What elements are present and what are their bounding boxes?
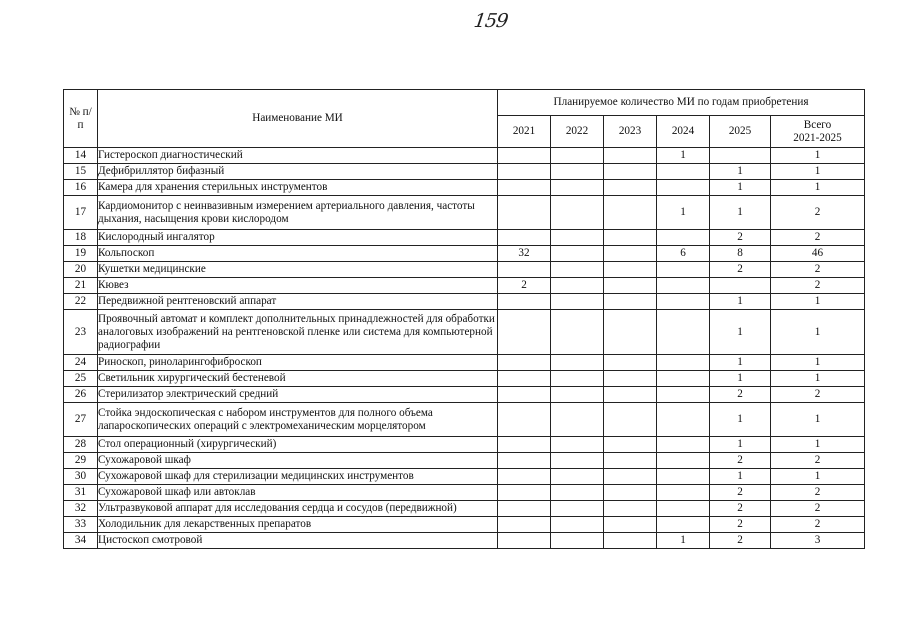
row-name: Кислородный ингалятор <box>98 230 498 246</box>
row-y2024 <box>657 310 710 355</box>
row-name: Кушетки медицинские <box>98 262 498 278</box>
table-row <box>64 278 865 294</box>
row-number: 29 <box>64 453 98 469</box>
header-total <box>771 116 865 148</box>
row-y2022 <box>551 180 604 196</box>
row-y2023 <box>604 403 657 437</box>
table-row <box>64 246 865 262</box>
row-y2025: 2 <box>710 453 771 469</box>
row-number: 14 <box>64 148 98 164</box>
row-total: 1 <box>771 403 865 437</box>
table-row <box>64 517 865 533</box>
row-y2023 <box>604 294 657 310</box>
row-y2023 <box>604 278 657 294</box>
table-body <box>64 148 865 549</box>
row-y2025 <box>710 148 771 164</box>
row-y2021 <box>498 230 551 246</box>
row-y2025: 2 <box>710 230 771 246</box>
row-y2022 <box>551 517 604 533</box>
row-y2022 <box>551 485 604 501</box>
row-number: 18 <box>64 230 98 246</box>
row-y2021 <box>498 453 551 469</box>
row-y2021 <box>498 294 551 310</box>
row-y2022 <box>551 164 604 180</box>
row-name: Стерилизатор электрический средний <box>98 387 498 403</box>
row-name: Риноскоп, риноларингофиброскоп <box>98 355 498 371</box>
row-number: 19 <box>64 246 98 262</box>
row-total: 1 <box>771 371 865 387</box>
table-row <box>64 148 865 164</box>
row-y2022 <box>551 437 604 453</box>
row-y2024 <box>657 371 710 387</box>
row-y2022 <box>551 453 604 469</box>
row-y2025: 1 <box>710 403 771 437</box>
row-y2023 <box>604 485 657 501</box>
row-total: 1 <box>771 180 865 196</box>
table-row <box>64 371 865 387</box>
table-row <box>64 310 865 355</box>
row-number: 27 <box>64 403 98 437</box>
row-total: 2 <box>771 485 865 501</box>
row-number: 22 <box>64 294 98 310</box>
row-y2023 <box>604 310 657 355</box>
row-number: 34 <box>64 533 98 549</box>
equipment-table <box>63 89 865 549</box>
header-year-2025: 2025 <box>710 116 771 148</box>
row-number: 23 <box>64 310 98 355</box>
row-y2023 <box>604 230 657 246</box>
row-y2025: 1 <box>710 355 771 371</box>
row-number: 26 <box>64 387 98 403</box>
row-total: 1 <box>771 310 865 355</box>
row-y2024 <box>657 230 710 246</box>
row-name: Кювез <box>98 278 498 294</box>
row-total: 1 <box>771 164 865 180</box>
row-y2025: 1 <box>710 294 771 310</box>
row-y2025: 1 <box>710 371 771 387</box>
row-y2024 <box>657 437 710 453</box>
row-y2021 <box>498 485 551 501</box>
header-num <box>64 90 98 148</box>
row-total: 1 <box>771 437 865 453</box>
row-total: 2 <box>771 517 865 533</box>
row-number: 24 <box>64 355 98 371</box>
row-y2021 <box>498 310 551 355</box>
row-y2021 <box>498 164 551 180</box>
header-num-label: № п/п <box>69 105 92 131</box>
row-y2025 <box>710 278 771 294</box>
row-name: Ультразвуковой аппарат для исследования сердца и сосудов (передвижной) <box>98 501 498 517</box>
row-name: Светильник хирургический бестеневой <box>98 371 498 387</box>
row-name: Сухожаровой шкаф для стерилизации медицинских инструментов <box>98 469 498 485</box>
row-total: 1 <box>771 469 865 485</box>
row-y2022 <box>551 355 604 371</box>
row-y2023 <box>604 246 657 262</box>
row-y2021 <box>498 148 551 164</box>
row-total: 2 <box>771 387 865 403</box>
table-row <box>64 403 865 437</box>
row-y2022 <box>551 196 604 230</box>
row-y2022 <box>551 278 604 294</box>
row-total: 3 <box>771 533 865 549</box>
row-number: 33 <box>64 517 98 533</box>
row-total: 2 <box>771 230 865 246</box>
table-row <box>64 355 865 371</box>
table-row <box>64 294 865 310</box>
row-y2024 <box>657 469 710 485</box>
row-number: 28 <box>64 437 98 453</box>
row-y2021 <box>498 180 551 196</box>
row-y2022 <box>551 403 604 437</box>
row-name: Сухожаровой шкаф или автоклав <box>98 485 498 501</box>
row-number: 15 <box>64 164 98 180</box>
row-y2023 <box>604 517 657 533</box>
row-y2024 <box>657 180 710 196</box>
table-row <box>64 387 865 403</box>
row-y2024 <box>657 262 710 278</box>
header-name: Наименование МИ <box>98 90 498 148</box>
row-y2024 <box>657 278 710 294</box>
row-y2024: 1 <box>657 533 710 549</box>
table-row <box>64 501 865 517</box>
row-name: Гистероскоп диагностический <box>98 148 498 164</box>
table-row <box>64 196 865 230</box>
row-y2023 <box>604 387 657 403</box>
row-y2025: 2 <box>710 485 771 501</box>
header-year-2022: 2022 <box>551 116 604 148</box>
row-y2021: 32 <box>498 246 551 262</box>
row-y2021 <box>498 196 551 230</box>
row-y2025: 2 <box>710 501 771 517</box>
row-y2024 <box>657 403 710 437</box>
table-row <box>64 469 865 485</box>
row-y2022 <box>551 230 604 246</box>
row-y2025: 1 <box>710 196 771 230</box>
row-total: 1 <box>771 355 865 371</box>
row-y2023 <box>604 501 657 517</box>
row-number: 30 <box>64 469 98 485</box>
row-y2021 <box>498 403 551 437</box>
row-y2023 <box>604 371 657 387</box>
page-number: 159 <box>472 10 509 32</box>
table-row <box>64 164 865 180</box>
table-row <box>64 485 865 501</box>
header-planned: Планируемое количество МИ по годам приобретения <box>498 90 865 116</box>
row-y2025: 1 <box>710 310 771 355</box>
row-y2024 <box>657 294 710 310</box>
row-y2023 <box>604 469 657 485</box>
row-total: 1 <box>771 294 865 310</box>
header-total-line1: Всего <box>803 118 832 131</box>
row-number: 20 <box>64 262 98 278</box>
row-y2025: 1 <box>710 437 771 453</box>
table-row <box>64 262 865 278</box>
row-y2022 <box>551 387 604 403</box>
header-year-2024: 2024 <box>657 116 710 148</box>
row-number: 31 <box>64 485 98 501</box>
row-y2023 <box>604 148 657 164</box>
row-total: 2 <box>771 196 865 230</box>
row-y2024 <box>657 453 710 469</box>
row-y2024: 1 <box>657 148 710 164</box>
row-y2023 <box>604 262 657 278</box>
row-y2024 <box>657 355 710 371</box>
row-y2022 <box>551 501 604 517</box>
row-name: Дефибриллятор бифазный <box>98 164 498 180</box>
row-y2023 <box>604 180 657 196</box>
row-y2021 <box>498 371 551 387</box>
row-y2021 <box>498 517 551 533</box>
row-y2023 <box>604 533 657 549</box>
table-row <box>64 533 865 549</box>
row-y2021 <box>498 355 551 371</box>
row-y2025: 1 <box>710 469 771 485</box>
header-total-line2: 2021-2025 <box>793 131 842 144</box>
row-y2025: 2 <box>710 387 771 403</box>
table-row <box>64 453 865 469</box>
row-name: Холодильник для лекарственных препаратов <box>98 517 498 533</box>
row-y2022 <box>551 262 604 278</box>
row-y2021 <box>498 469 551 485</box>
row-y2022 <box>551 469 604 485</box>
row-total: 2 <box>771 453 865 469</box>
row-y2024: 6 <box>657 246 710 262</box>
header-year-2021: 2021 <box>498 116 551 148</box>
row-y2025: 2 <box>710 262 771 278</box>
row-y2022 <box>551 148 604 164</box>
row-y2022 <box>551 294 604 310</box>
row-total: 46 <box>771 246 865 262</box>
header-year-2023: 2023 <box>604 116 657 148</box>
row-number: 25 <box>64 371 98 387</box>
row-y2024 <box>657 501 710 517</box>
row-y2024 <box>657 485 710 501</box>
row-number: 16 <box>64 180 98 196</box>
table-row <box>64 230 865 246</box>
row-y2021 <box>498 533 551 549</box>
table-row <box>64 180 865 196</box>
row-y2021 <box>498 501 551 517</box>
row-y2022 <box>551 533 604 549</box>
row-y2025: 2 <box>710 517 771 533</box>
row-y2021 <box>498 437 551 453</box>
row-name: Цистоскоп смотровой <box>98 533 498 549</box>
row-y2023 <box>604 437 657 453</box>
row-y2025: 1 <box>710 180 771 196</box>
row-y2021: 2 <box>498 278 551 294</box>
row-y2024 <box>657 387 710 403</box>
row-y2025: 8 <box>710 246 771 262</box>
row-y2021 <box>498 387 551 403</box>
row-y2025: 2 <box>710 533 771 549</box>
row-number: 21 <box>64 278 98 294</box>
row-total: 1 <box>771 148 865 164</box>
row-name: Передвижной рентгеновский аппарат <box>98 294 498 310</box>
row-total: 2 <box>771 501 865 517</box>
row-name: Кольпоскоп <box>98 246 498 262</box>
row-y2025: 1 <box>710 164 771 180</box>
row-name: Стойка эндоскопическая с набором инструментов для полного объема лапароскопических операций с электромеханическим морцелятором <box>98 403 498 437</box>
row-y2022 <box>551 310 604 355</box>
row-y2023 <box>604 164 657 180</box>
row-y2023 <box>604 355 657 371</box>
row-total: 2 <box>771 262 865 278</box>
row-name: Проявочный автомат и комплект дополнительных принадлежностей для обработки аналоговых изображений на рентгеновской пленке или система для компьютерной радиографии <box>98 310 498 355</box>
row-name: Стол операционный (хирургический) <box>98 437 498 453</box>
table-row <box>64 437 865 453</box>
row-y2022 <box>551 371 604 387</box>
row-y2022 <box>551 246 604 262</box>
row-total: 2 <box>771 278 865 294</box>
row-y2024: 1 <box>657 196 710 230</box>
row-number: 32 <box>64 501 98 517</box>
row-y2023 <box>604 196 657 230</box>
row-number: 17 <box>64 196 98 230</box>
row-y2024 <box>657 164 710 180</box>
row-y2021 <box>498 262 551 278</box>
row-name: Сухожаровой шкаф <box>98 453 498 469</box>
row-y2024 <box>657 517 710 533</box>
row-name: Кардиомонитор с неинвазивным измерением артериального давления, частоты дыхания, насыщения крови кислородом <box>98 196 498 230</box>
row-name: Камера для хранения стерильных инструментов <box>98 180 498 196</box>
row-y2023 <box>604 453 657 469</box>
